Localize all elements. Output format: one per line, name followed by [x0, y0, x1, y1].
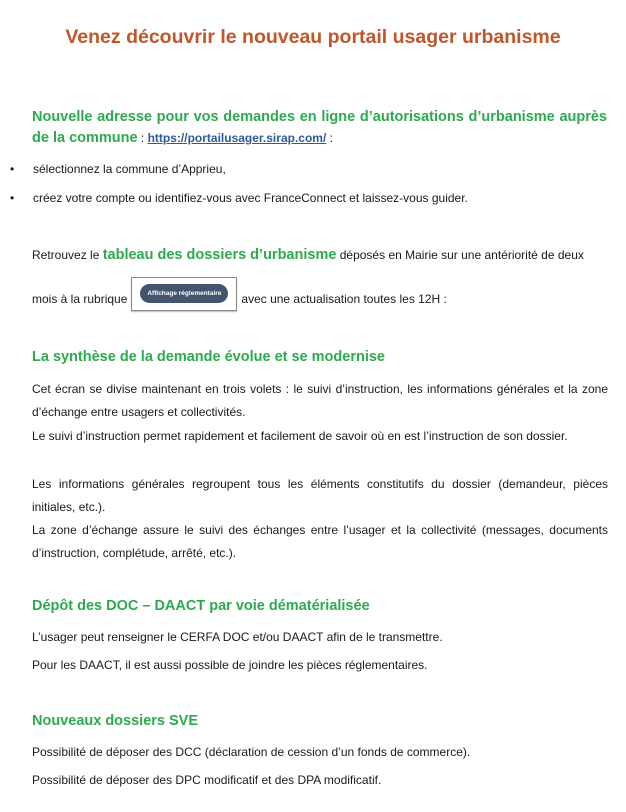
section-heading-sve: Nouveaux dossiers SVE — [32, 713, 199, 729]
section-heading-synthese: La synthèse de la demande évolue et se modernise — [32, 349, 385, 365]
intro-green-text: Nouvelle adresse pour vos demandes en ligne d’autorisations d’urbanisme auprès de la commune — [32, 109, 607, 146]
section-heading-doc-daact: Dépôt des DOC – DAACT par voie dématérialisée — [32, 598, 370, 614]
intro-colon-before: : — [137, 131, 148, 145]
page-title: Venez découvrir le nouveau portail usager urbanisme — [65, 26, 561, 48]
retrouvez-line2-before: mois à la rubrique — [32, 292, 128, 306]
retrouvez-line1 — [32, 245, 608, 265]
list-item — [0, 162, 626, 191]
list-item-text: créez votre compte ou identifiez-vous avec FranceConnect et laissez-vous guider. — [33, 191, 468, 205]
instructions-list — [0, 162, 626, 220]
intro-colon-after: : — [326, 131, 333, 145]
list-item — [0, 191, 626, 220]
retrouvez-before: Retrouvez le — [32, 248, 103, 262]
affichage-reglementaire-button[interactable]: Affichage réglementaire — [140, 284, 228, 303]
portal-link[interactable]: https://portailusager.sirap.com/ — [147, 131, 327, 145]
affichage-button-frame — [131, 277, 237, 311]
paragraph: La zone d’échange assure le suivi des échanges entre l’usager et la collectivité (messages, documents d’instruction, complétude, arrêté, etc.). — [32, 523, 608, 560]
retrouvez-line2-after: avec une actualisation toutes les 12H : — [241, 292, 447, 306]
paragraph: Pour les DAACT, il est aussi possible de joindre les pièces réglementaires. — [32, 658, 428, 672]
bullet-icon: • — [10, 162, 15, 176]
paragraph: Cet écran se divise maintenant en trois volets : le suivi d’instruction, les informations générales et la zone d’échange entre usagers et collectivités. — [32, 382, 608, 419]
paragraph: Les informations générales regroupent tous les éléments constitutifs du dossier (demandeur, pièces initiales, etc.). — [32, 477, 608, 514]
retrouvez-line2 — [32, 280, 608, 318]
intro-paragraph — [32, 107, 607, 149]
paragraph: Le suivi d’instruction permet rapidement et facilement de savoir où en est l’instruction de son dossier. — [32, 429, 568, 443]
paragraph: Possibilité de déposer des DCC (déclaration de cession d’un fonds de commerce). — [32, 745, 471, 759]
retrouvez-highlight: tableau des dossiers d’urbanisme — [102, 247, 337, 263]
retrouvez-after: déposés en Mairie sur une antériorité de deux — [336, 248, 584, 262]
bullet-icon: • — [10, 191, 15, 205]
list-item-text: sélectionnez la commune d’Apprieu, — [33, 162, 226, 176]
paragraph: L’usager peut renseigner le CERFA DOC et/ou DAACT afin de le transmettre. — [32, 630, 443, 644]
paragraph: Possibilité de déposer des DPC modificatif et des DPA modificatif. — [32, 773, 382, 787]
